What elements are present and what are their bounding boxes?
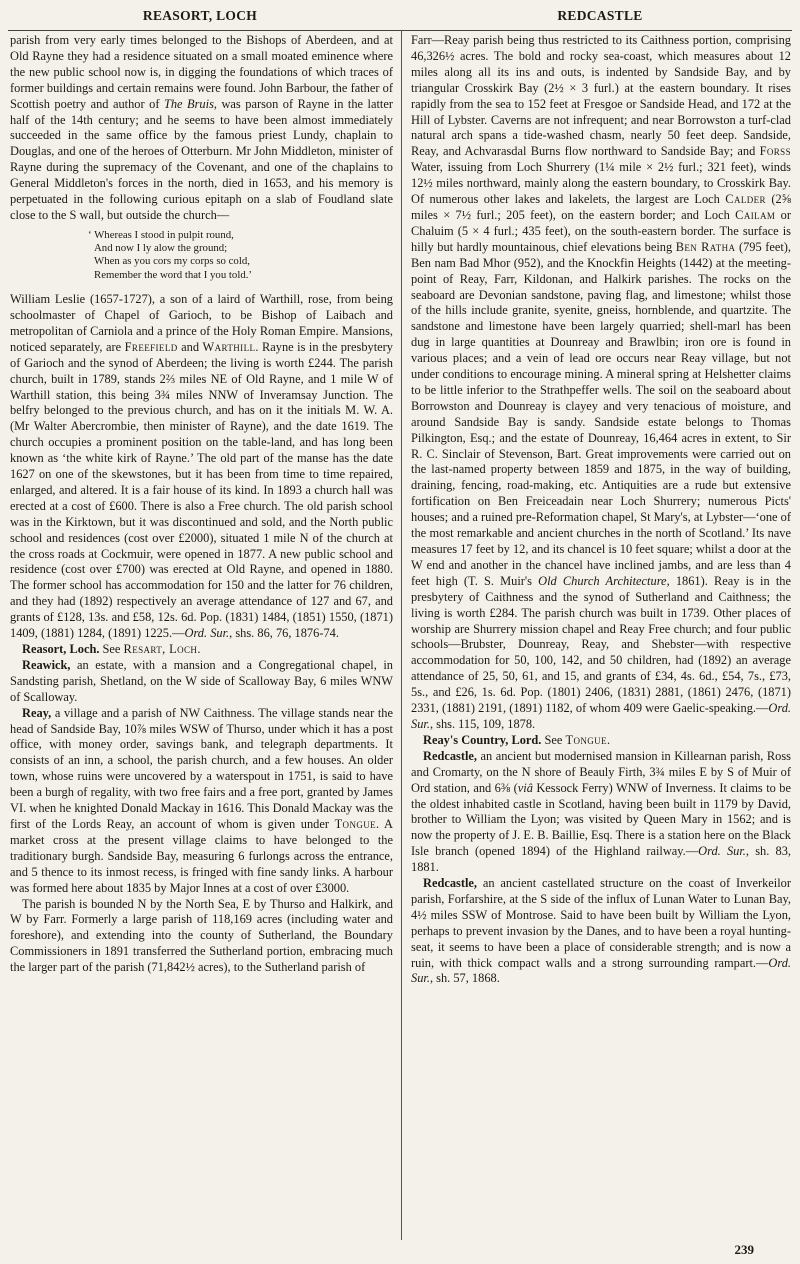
entry-redcastle-ross: Redcastle, an ancient but modernised mansion in Killearnan parish, Ross and Cromarty, on the N shore of Beauly Firth, 3¾ miles E by S of Muir of Ord station, and 6⅜ (viâ Kessock Ferry) WNW of Inverness. It claims to be the oldest inhabited castle in Scotland, having been built in 1179 by David, brother to William the Lyon; was visited by Queen Mary in 1562; and is now the property of J. E. B. Baillie, Esq. There is a station here on the Black Isle branch (opened 1894) of the Highland railway.—Ord. Sur., sh. 83, 1881. [411, 748, 791, 875]
entry-reawick: Reawick, an estate, with a mansion and a Congregational chapel, in Sandsting parish, Shetland, on the W side of Scalloway Bay, 6 miles WNW of Scalloway. [10, 657, 393, 704]
running-head-left: REASORT, LOCH [142, 8, 258, 23]
epitaph-line: And now I ly alow the ground; [94, 242, 228, 255]
entry-redcastle-forfarshire: Redcastle, an ancient castellated structure on the coast of Inverkeilor parish, Forfarshire, at the S side of the influx of Lunan Water to Lunan Bay, 4½ miles SSW of Montrose. Said to have been built by William the Lyon, perhaps to prevent invasion by the Danes, and to have been a royal hunting-seat, it seems to have been a place of considerable strength; and is now a ruin, with thick compact walls and a strong surrounding rampart.—Ord. Sur., sh. 57, 1868. [411, 876, 791, 986]
entry-reay: Reay, a village and a parish of NW Caithness. The village stands near the head of Sandside Bay, 10⅞ miles WSW of Thurso, under which it has a post office, with money order, savings bank, and telegraph departments. It consists of an inn, a school, the parish church, and a few houses. An older town, whose ruins were uncovered by a waterspout in 1751, is said to have been a burgh of regality, with two free fairs and a free port, granted by James VI. when he knighted Donald Mackay in 1616. This Donald Mackay was the first of the Lords Reay, an account of whom is given under Tongue. A market cross at the present village claims to have belonged to the traditionary burgh. Sandside Bay, measuring 6 furlongs across the entrance, and 5 thence to its inmost recess, is fringed with fine sandy links. A harbour was formed here about 1835 by Major Innes at a cost of over £3000. [10, 705, 393, 895]
header-rule [8, 30, 792, 31]
paragraph-rayne-church: William Leslie (1657-1727), a son of a laird of Warthill, rose, from being schoolmaster of Chapel of Garioch, to be Bishop of Laibach and metropolitan of Carniola and a prince of the Holy Roman Empire. Mansions, noticed separately, are Freefield and Warthill. Rayne is in the presbytery of Garioch and the synod of Aberdeen; the living is worth £244. The parish church, built in 1789, stands 2⅔ miles NE of Old Rayne, and 1 mile W of Warthill station, this being 3¾ miles NNW of Inveramsay Junction. The belfry belonged to the previous church, and has on it the initials M. W. A. (Mr Walter Abercrombie, then minister of Rayne), and the date 1619. The church occupies a prominent position on the table-land, and has long been known as ‘the white kirk of Rayne.’ The old part of the manse has the date 1627 on one of the skewstones, but it has been from time to time repaired, enlarged, and altered. It is a fair house of its kind. In 1893 a church hall was erected at a cost of £600. There is also a Free church. The old parish school was in the Kirktown, but it was discontinued and sold, and the North public school and residences (cost over £2000), situated 1 mile N of the church at the cross roads at Cockmuir, were opened in 1877. A new public school and residence (cost over £700) was erected at Old Rayne, and opened in 1880. The former school has accommodation for 150 and the latter for 76 children, and they had (1892) respectively an average attendance of 127 and 67, and grants of £128, 13s. and £58, 12s. 6d. Pop. (1831) 1484, (1851) 1550, (1871) 1409, (1881) 1284, (1891) 1225.—Ord. Sur., shs. 86, 76, 1876-74. [10, 292, 393, 641]
entry-reasort-loch: Reasort, Loch. See Resart, Loch. [22, 642, 201, 656]
column-divider [401, 30, 402, 1240]
epitaph-line: Remember the word that I you told.’ [94, 268, 253, 281]
epitaph [10, 229, 393, 282]
epitaph-line: ‘ Whereas I stood in pulpit round, [88, 228, 234, 241]
entry-reays-country: Reay's Country, Lord. See Tongue. [423, 732, 611, 747]
paragraph-reay-continued: Farr—Reay parish being thus restricted to its Caithness portion, comprising 46,326½ acres. The bold and rocky sea-coast, which measures about 12 miles along all its ins and outs, is indented by Sandside Bay, and by triangular Crosskirk Bay (2½ × 3 furl.) at the eastern boundary. It rises rapidly from the sea to 152 feet at Fresgoe or Sandside Head, and 172 at the Hill of Lybster. Caverns are not infrequent; and near Borrowston a turf-clad natural arch spans a tide-washed chasm, nearly 50 feet deep. Sandside, Reay, and Achvarasdal Burns flow northward to Sandside Bay; and Forss Water, issuing from Loch Shurrery (1¼ mile × 2½ furl.; 321 feet), winds 12½ miles northward, mainly along the eastern boundary, to Crosskirk Bay. Of numerous other lakes and lakelets, the largest are Loch Calder (2⅝ miles × 7½ furl.; 205 feet), on the eastern border; and Loch Cailam or Chaluim (5 × 4 furl.; 435 feet), on the south-eastern border. The surface is hilly but hardly mountainous, chief elevations being Ben Ratha (795 feet), Ben nam Bad Mhor (952), and the Knockfin Heights (1442) at the meeting-point of Reay, Farr, Kildonan, and Halkirk parishes. The rocks on the seaboard are Devonian sandstone, paving flag, and limestone; whilst those of the hills include granite, syenite, gneiss, hornblende, and quartzite. The sandstone and limestone have been largely quarried; shell-marl has been dug in large quantities at Dounreay and Brawlbin; iron ore is found in various places; and a vein of lead ore occurs near Reay village, but not under conditions to encourage mining. A mineral spring at Helshetter claims to be little inferior to the Strathpeffer wells. The soil on the seaboard about Borrowston and Dounreay is clayey and very tenacious of moisture, and around Sandside Bay is sandy. Sandside estate belongs to Thomas Pilkington, Esq.; and the estate of Dounreay, 16,464 acres in extent, to Sir R. C. Sinclair of Stevenson, Bart. Great improvements were carried out on the last-named property between 1859 and 1875, in the way of building, draining, fencing, road-making, etc. Antiquities are a rude but extensive fortification on Ben Freiceadain near Loch Shurrery; numerous Picts' houses; and a ruined pre-Reformation chapel, St Mary's, at Lybster—‘one of the most remarkable and ancient churches in the north of Scotland.’ Its nave measures 17 feet by 12, and its chancel is 10 feet square; whilst a door at the W end and another in the chancel have inclined jambs, and are less than 4 feet high (T. S. Muir's Old Church Architecture, 1861). Reay is in the presbytery of Caithness and the synod of Sutherland and Caithness; the living is worth £284. The parish church was built in 1739. Other places of worship are Shurrery mission chapel and Reay Free church; and four public schools—Brubster, Dounreay, Reay, and Shebster—with respective accommodation for 50, 100, 142, and 50 children, had (1892) an average attendance of 25, 50, 61, and 15, and grants of £34, 4s. 6d., £54, 7s., £73, 5s., and £26, 1s. 6d. Pop. (1801) 2406, (1831) 2881, (1861) 2476, (1871) 2331, (1881) 2191, (1891) 1182, of whom 409 were Gaelic-speaking.—Ord. Sur., shs. 115, 109, 1878. [411, 33, 791, 731]
paragraph-rayne-history: parish from very early times belonged to the Bishops of Aberdeen, and at Old Rayne they had a residence situated on a small moated eminence where the new public school now is, in digging the foundations of which traces of former buildings and certain remains were found. John Barbour, the father of Scottish poetry and author of The Bruis, was parson of Rayne in the latter half of the 14th century; and he seems to have been almost immediately succeeded in the same office by the famous priest Lundy, chaplain to Douglas, and one of the heroes of Otterburn. Mr John Middleton, minister of Rayne during the supremacy of the Covenant, and one of the chaplains to General Middleton's forces in the north, died in 1653, and his memory is perpetuated in the following curious epitaph on a slab of Foudland slate close to the S wall, but outside the church— [10, 33, 393, 222]
left-column [10, 33, 393, 1238]
paragraph-reay-parish: The parish is bounded N by the North Sea, E by Thurso and Halkirk, and W by Farr. Formerly a large parish of 118,169 acres (including water and foreshore), and extending into the county of Sutherland, the Boundary Commissioners in 1891 transferred the Sutherland portion, embracing much the larger part of the parish (71,842½ acres), to the Sutherland parish of [10, 896, 393, 975]
page-number: 239 [734, 1242, 754, 1257]
right-column [411, 33, 791, 1238]
running-head-right: REDCASTLE [557, 8, 643, 23]
running-head [0, 8, 800, 28]
epitaph-line: When as you cors my corps so cold, [94, 255, 250, 268]
